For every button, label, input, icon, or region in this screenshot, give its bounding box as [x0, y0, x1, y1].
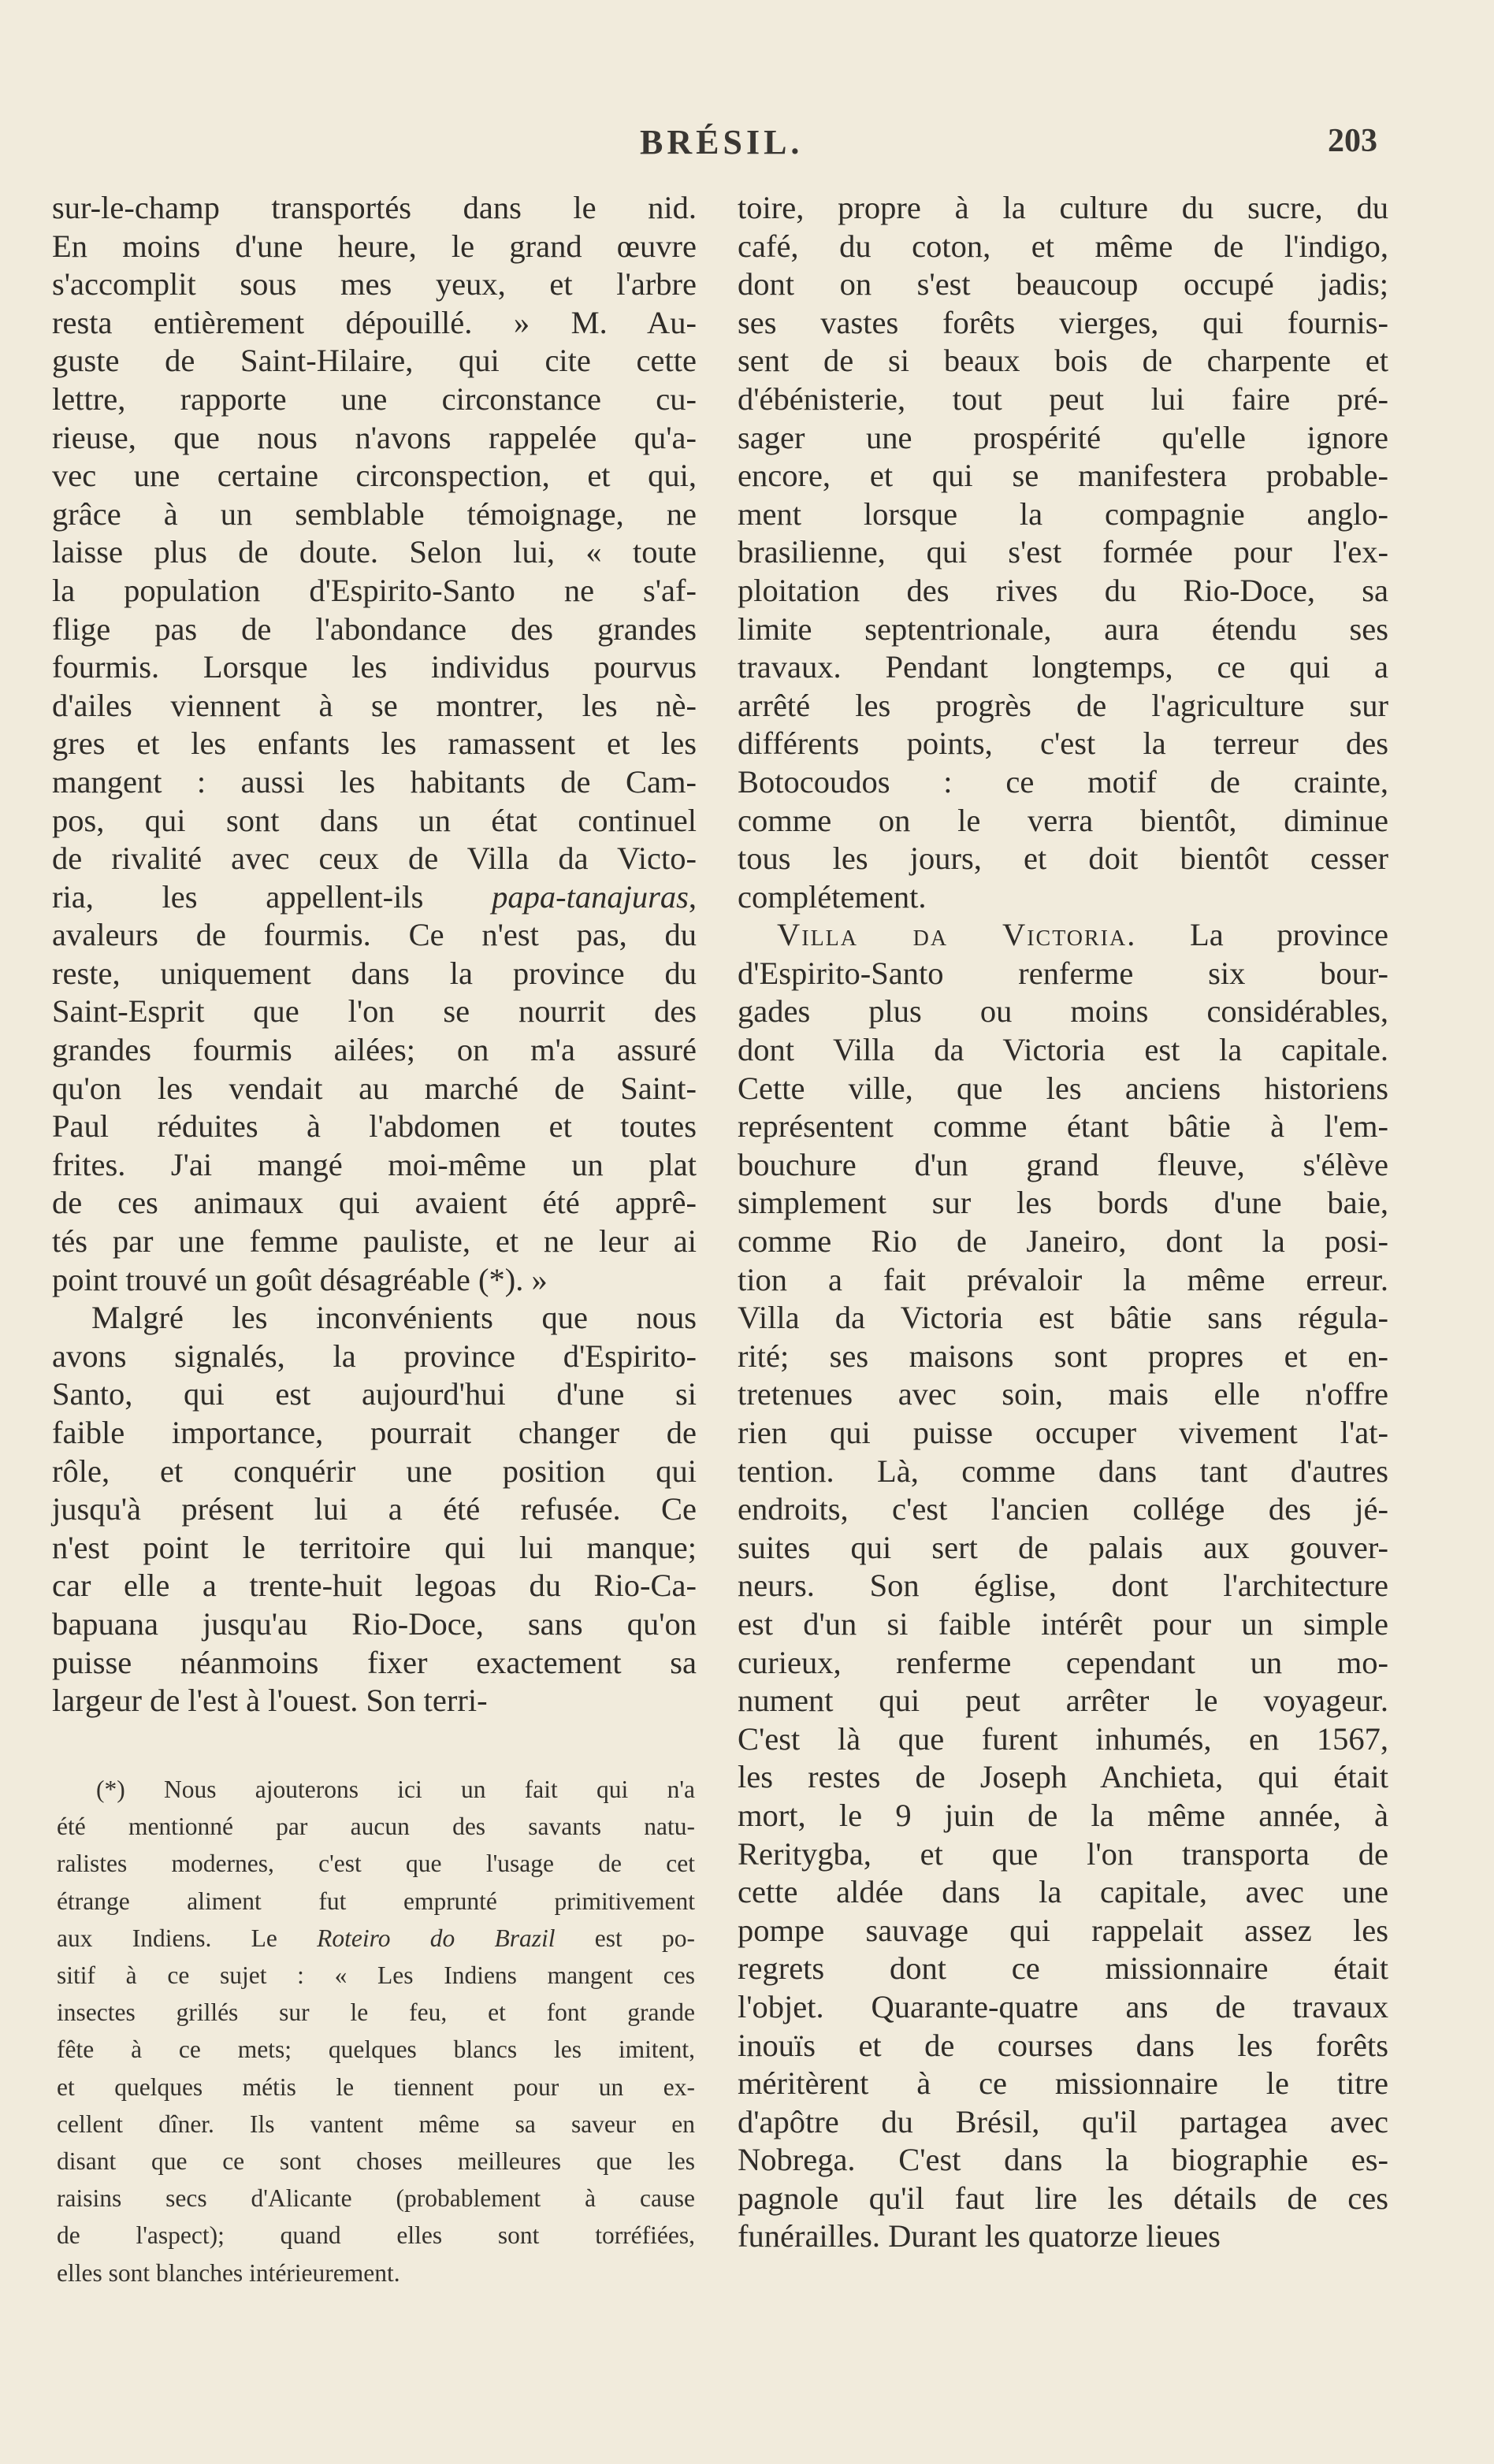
- text-line: Villa da Victoria est bâtie sans régula-: [738, 1300, 1388, 1336]
- text-line: neurs. Son église, dont l'architecture: [738, 1568, 1388, 1604]
- text-line: avons signalés, la province d'Espirito-: [52, 1338, 697, 1374]
- text-line: Malgré les inconvénients que nous: [91, 1300, 697, 1336]
- text-line: lettre, rapporte une circonstance cu-: [52, 380, 697, 417]
- text-line: différents points, c'est la terreur des: [738, 725, 1388, 762]
- text-line: et quelques métis le tiennent pour un ex-: [57, 2073, 695, 2101]
- text-line: mort, le 9 juin de la même année, à: [738, 1797, 1388, 1833]
- text-line: limite septentrionale, aura étendu ses: [738, 610, 1388, 647]
- text-line: ploitation des rives du Rio-Doce, sa: [738, 572, 1388, 608]
- text-line: grâce à un semblable témoignage, ne: [52, 495, 697, 532]
- text-line: funérailles. Durant les quatorze lieues: [738, 2218, 1221, 2254]
- text-line: tention. Là, comme dans tant d'autres: [738, 1453, 1388, 1489]
- text-line: tion a fait prévaloir la même erreur.: [738, 1261, 1388, 1297]
- text-line: rieuse, que nous n'avons rappelée qu'a-: [52, 419, 697, 455]
- text-line: mangent : aussi les habitants de Cam-: [52, 763, 697, 800]
- text-line: ria, les appellent-ils papa-tanajuras,: [52, 878, 697, 915]
- text-line: guste de Saint-Hilaire, qui cite cette: [52, 343, 697, 379]
- text-line: rité; ses maisons sont propres et en-: [738, 1338, 1388, 1374]
- text-line: sur-le-champ transportés dans le nid.: [52, 190, 697, 225]
- text-line: puisse néanmoins fixer exactement sa: [52, 1644, 697, 1680]
- text-line: frites. J'ai mangé moi-même un plat: [52, 1146, 697, 1182]
- text-line: Cette ville, que les anciens historiens: [738, 1070, 1388, 1106]
- text-line: d'Espirito-Santo renferme six bour-: [738, 955, 1388, 991]
- text-line: elles sont blanches intérieurement.: [57, 2258, 400, 2287]
- italic-term: papa-tanajuras: [492, 878, 689, 915]
- text-line: regrets dont ce missionnaire était: [738, 1950, 1388, 1987]
- right-paragraph-2: [738, 955, 1388, 2256]
- text-line: disant que ce sont choses meilleures que les: [57, 2147, 695, 2176]
- text-line: rien qui puisse occuper vivement l'at-: [738, 1415, 1388, 1450]
- text-line: d'ébénisterie, tout peut lui faire pré-: [738, 380, 1388, 417]
- left-paragraph-1: [52, 189, 697, 1299]
- text-line: curieux, renferme cependant un mo-: [738, 1644, 1388, 1680]
- text-line: café, du coton, et même de l'indigo,: [738, 228, 1388, 264]
- text-line: tretenues avec soin, mais elle n'offre: [738, 1376, 1388, 1412]
- text-line: été mentionné par aucun des savants natu-: [57, 1813, 695, 1841]
- italic-title: Roteiro do Brazil: [317, 1924, 556, 1952]
- text-line: n'est point le territoire qui lui manque;: [52, 1529, 697, 1565]
- section-heading: Villa da Victoria.: [777, 917, 1137, 953]
- text-line: l'objet. Quarante-quatre ans de travaux: [738, 1988, 1388, 2024]
- text-line: nument qui peut arrêter le voyageur.: [738, 1683, 1388, 1719]
- page-number: 203: [1328, 123, 1377, 159]
- text-line: bouchure d'un grand fleuve, s'élève: [738, 1146, 1388, 1182]
- text-line: Saint-Esprit que l'on se nourrit des: [52, 993, 697, 1030]
- left-paragraph-2: [52, 1299, 697, 1720]
- text-line: flige pas de l'abondance des grandes: [52, 610, 697, 647]
- text-line: resta entièrement dépouillé. » M. Au-: [52, 304, 697, 340]
- text-line: vec une certaine circonspection, et qui,: [52, 458, 697, 494]
- text-line: pagnole qu'il faut lire les détails de ces: [738, 2180, 1388, 2216]
- text-line: inouïs et de courses dans les forêts: [738, 2027, 1388, 2063]
- text-line: rôle, et conquérir une position qui: [52, 1453, 697, 1489]
- text-line: car elle a trente-huit legoas du Rio-Ca-: [52, 1568, 697, 1604]
- text-line: raisins secs d'Alicante (probablement à cause: [57, 2184, 695, 2213]
- text-line: brasilienne, qui s'est formée pour l'ex-: [738, 534, 1388, 570]
- text-line: méritèrent à ce missionnaire le titre: [738, 2065, 1388, 2102]
- text-line: fête à ce mets; quelques blancs les imitent,: [57, 2035, 695, 2064]
- text-line: Paul réduites à l'abdomen et toutes: [52, 1108, 697, 1145]
- text-line: représentent comme étant bâtie à l'em-: [738, 1108, 1388, 1145]
- text-line: travaux. Pendant longtemps, ce qui a: [738, 649, 1388, 685]
- text-line: d'ailes viennent à se montrer, les nè-: [52, 687, 697, 723]
- text-line: toire, propre à la culture du sucre, du: [738, 190, 1388, 225]
- text-line: point trouvé un goût désagréable (*). »: [52, 1261, 548, 1297]
- text-line: sager une prospérité qu'elle ignore: [738, 419, 1388, 455]
- text-line: Reritygba, et que l'on transporta de: [738, 1835, 1388, 1872]
- text-line: la population d'Espirito-Santo ne s'af-: [52, 572, 697, 608]
- text-line: sent de si beaux bois de charpente et: [738, 343, 1388, 379]
- text-line: ses vastes forêts vierges, qui fournis-: [738, 304, 1388, 340]
- text-line: dont on s'est beaucoup occupé jadis;: [738, 266, 1388, 302]
- text-line: comme Rio de Janeiro, dont la posi-: [738, 1223, 1388, 1260]
- text-line: cette aldée dans la capitale, avec une: [738, 1874, 1388, 1910]
- text-line: dont Villa da Victoria est la capitale.: [738, 1032, 1388, 1068]
- text-line: Santo, qui est aujourd'hui d'une si: [52, 1376, 697, 1412]
- running-title: BRÉSIL.: [640, 123, 804, 161]
- text-line: fourmis. Lorsque les individus pourvus: [52, 649, 697, 685]
- text-line: pos, qui sont dans un état continuel: [52, 802, 697, 838]
- text-line: de rivalité avec ceux de Villa da Victo-: [52, 841, 697, 877]
- text-line: reste, uniquement dans la province du: [52, 955, 697, 991]
- text-line: complétement.: [738, 878, 927, 915]
- text-line: ralistes modernes, c'est que l'usage de cet: [57, 1850, 695, 1878]
- text-line: gades plus ou moins considérables,: [738, 993, 1388, 1030]
- text-line: faible importance, pourrait changer de: [52, 1415, 697, 1450]
- text-line: comme on le verra bientôt, diminue: [738, 802, 1388, 838]
- footnote: [57, 1771, 695, 2291]
- text-line: de ces animaux qui avaient été apprê-: [52, 1185, 697, 1221]
- text-line: (*) Nous ajouterons ici un fait qui n'a: [96, 1776, 695, 1803]
- text-line: jusqu'à présent lui a été refusée. Ce: [52, 1491, 697, 1527]
- text-line: ment lorsque la compagnie anglo-: [738, 495, 1388, 532]
- page-header: [0, 122, 1494, 169]
- text-line: largeur de l'est à l'ouest. Son terri-: [52, 1683, 488, 1719]
- text-line: Nobrega. C'est dans la biographie es-: [738, 2142, 1388, 2178]
- text-line: avaleurs de fourmis. Ce n'est pas, du: [52, 917, 697, 953]
- text-line: étrange aliment fut emprunté primitivement: [57, 1887, 695, 1915]
- text-line: bapuana jusqu'au Rio-Doce, sans qu'on: [52, 1605, 697, 1642]
- text-line: simplement sur les bords d'une baie,: [738, 1185, 1388, 1221]
- text-line: gres et les enfants les ramassent et les: [52, 725, 697, 762]
- text-line: est d'un si faible intérêt pour un simple: [738, 1605, 1388, 1642]
- text-line: d'apôtre du Brésil, qu'il partagea avec: [738, 2103, 1388, 2139]
- right-paragraph-1: [738, 189, 1388, 916]
- section-heading-rest: La province: [1189, 917, 1389, 953]
- text-line: arrêté les progrès de l'agriculture sur: [738, 687, 1388, 723]
- text-line: C'est là que furent inhumés, en 1567,: [738, 1720, 1388, 1757]
- text-line: les restes de Joseph Anchieta, qui était: [738, 1759, 1388, 1795]
- text-line: laisse plus de doute. Selon lui, « toute: [52, 534, 697, 570]
- text-line: suites qui sert de palais aux gouver-: [738, 1529, 1388, 1565]
- text-line: s'accomplit sous mes yeux, et l'arbre: [52, 266, 697, 302]
- text-line: aux Indiens. Le Roteiro do Brazil est po-: [57, 1924, 696, 1952]
- section-heading-line: [738, 916, 1388, 955]
- text-line: endroits, c'est l'ancien collége des jé-: [738, 1491, 1388, 1527]
- text-line: Botocoudos : ce motif de crainte,: [738, 763, 1388, 800]
- left-column: [52, 189, 697, 1720]
- text-line: grandes fourmis ailées; on m'a assuré: [52, 1032, 697, 1068]
- text-line: encore, et qui se manifestera probable-: [738, 458, 1388, 494]
- text-line: sitif à ce sujet : « Les Indiens mangent ces: [57, 1961, 695, 1990]
- text-line: insectes grillés sur le feu, et font grande: [57, 1998, 695, 2027]
- text-line: qu'on les vendait au marché de Saint-: [52, 1070, 697, 1106]
- text-line: cellent dîner. Ils vantent même sa saveur en: [57, 2110, 695, 2138]
- text-line: En moins d'une heure, le grand œuvre: [52, 228, 697, 264]
- text-line: tés par une femme pauliste, et ne leur ai: [52, 1223, 697, 1260]
- text-line: de l'aspect); quand elles sont torréfiées,: [57, 2221, 695, 2250]
- right-column: [738, 189, 1388, 2256]
- text-line: pompe sauvage qui rappelait assez les: [738, 1912, 1388, 1948]
- text-line: tous les jours, et doit bientôt cesser: [738, 841, 1388, 877]
